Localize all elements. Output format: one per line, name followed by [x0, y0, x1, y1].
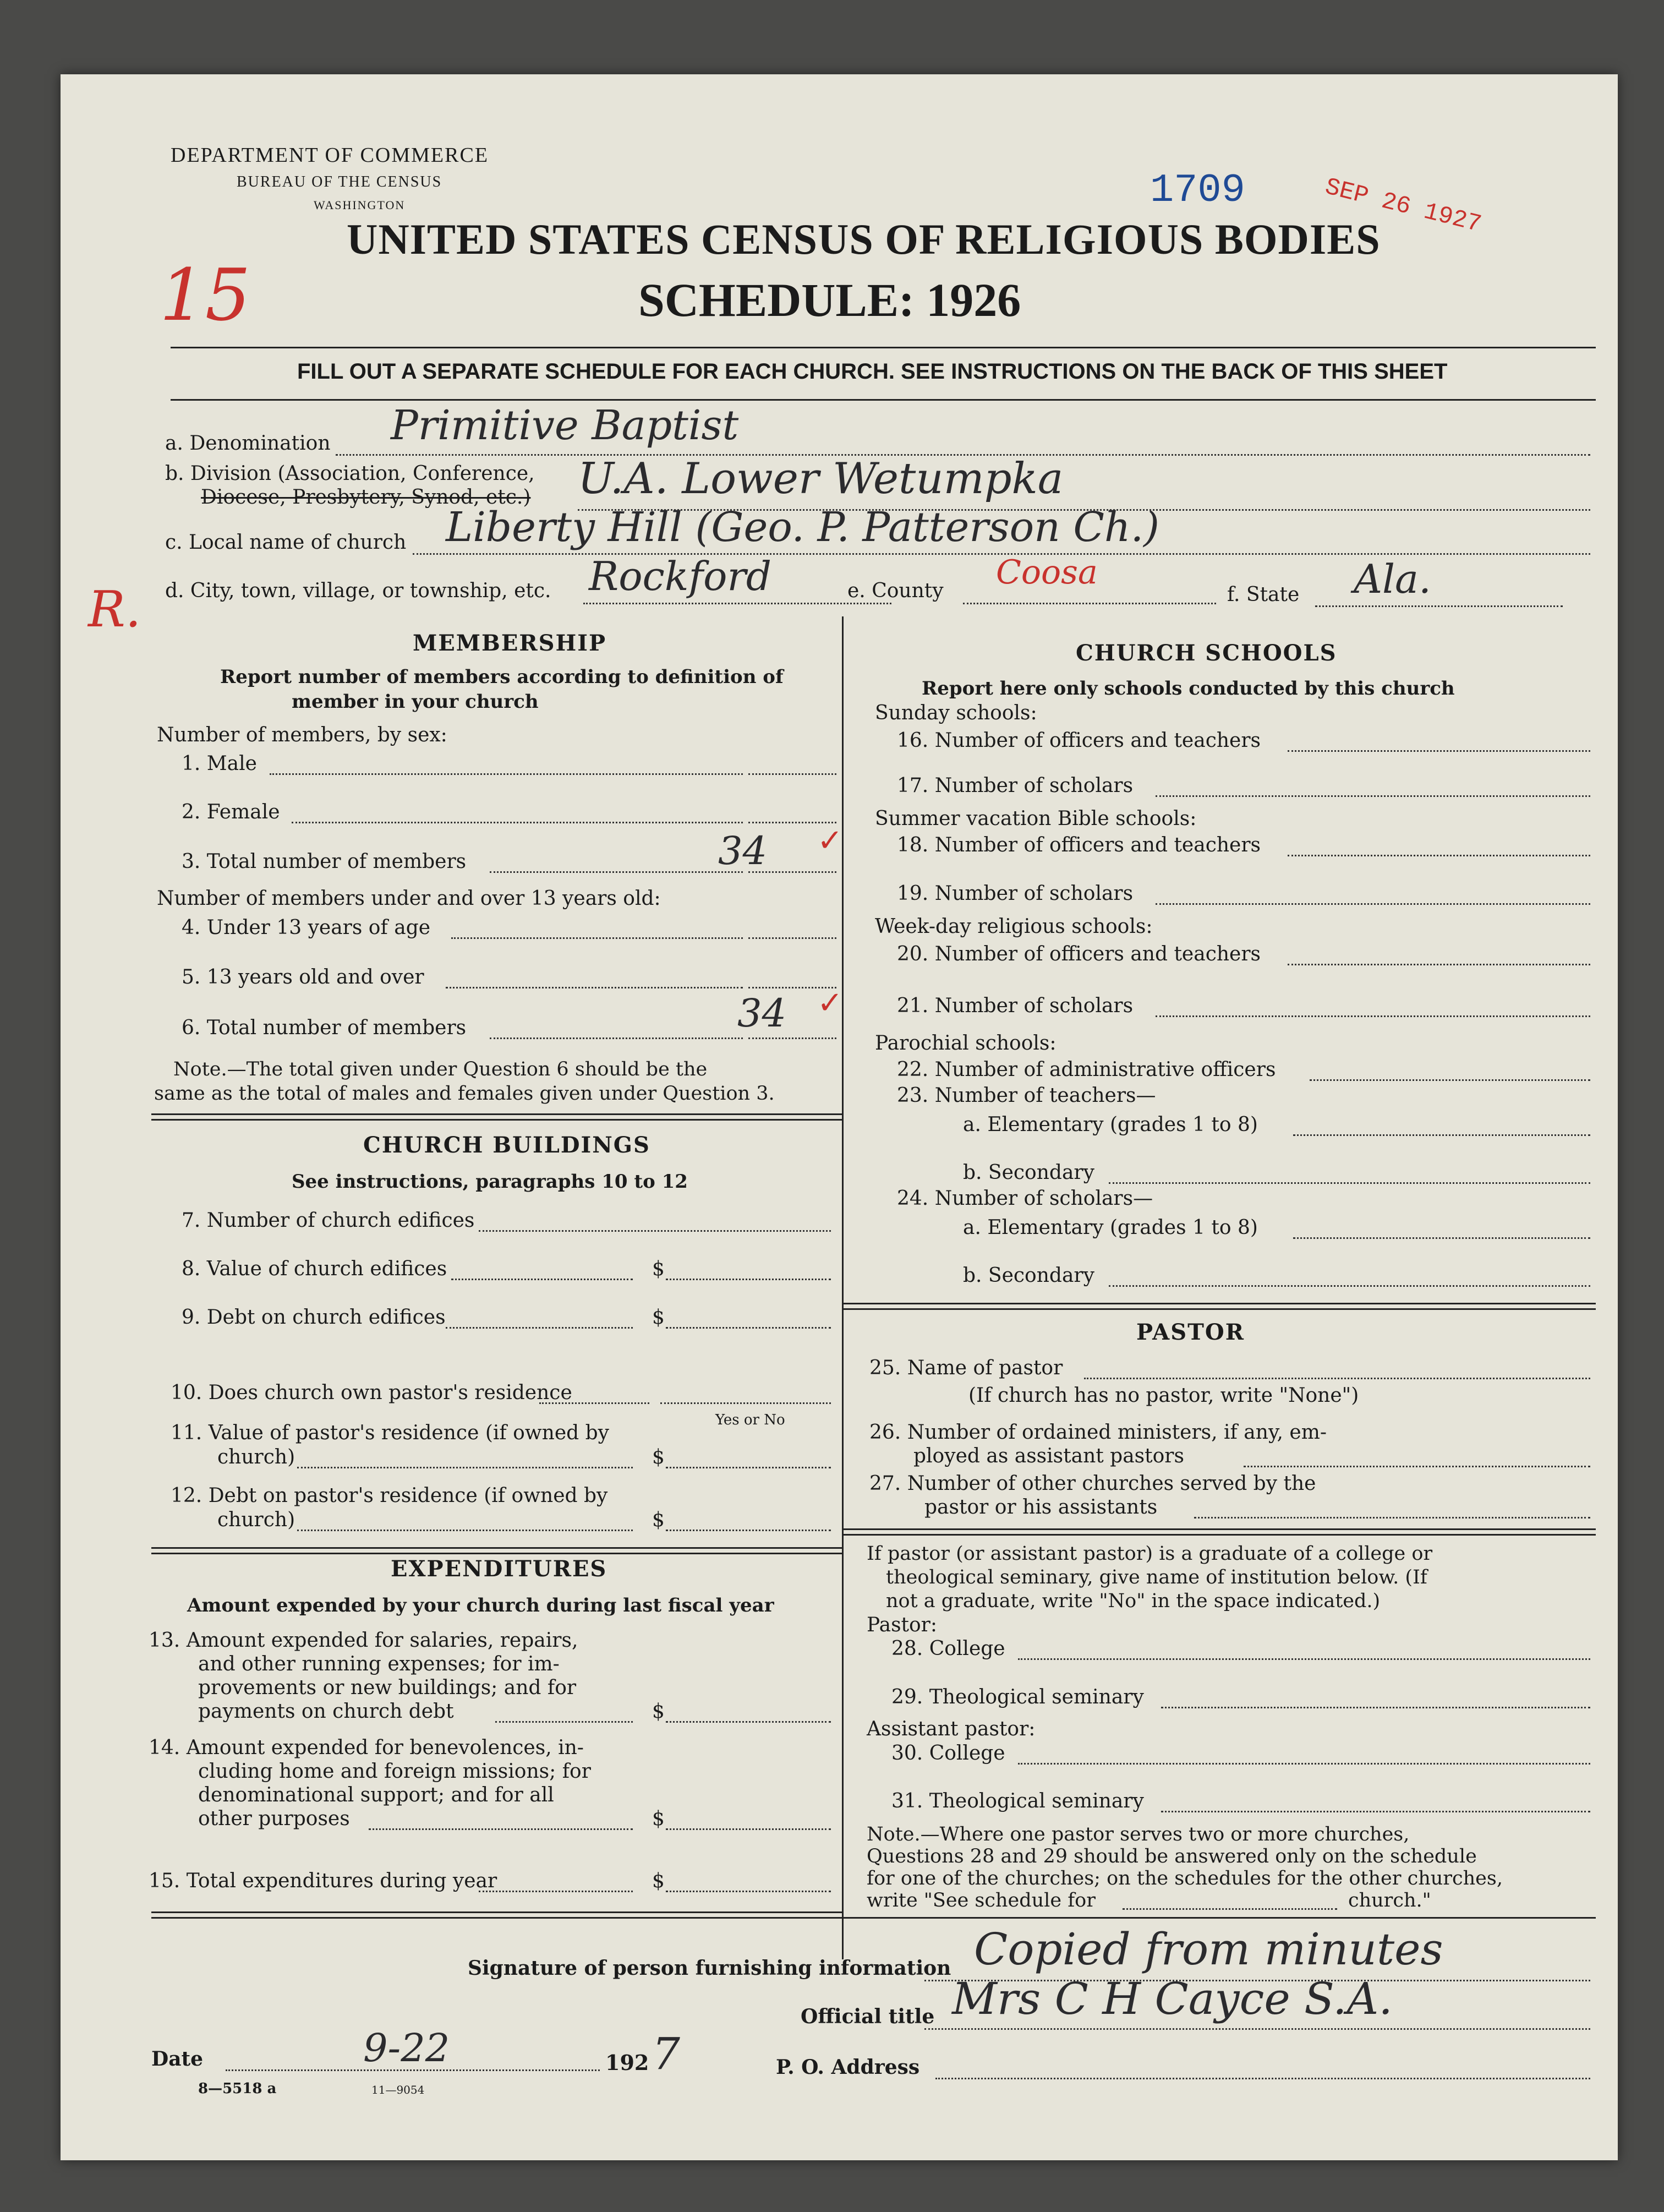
pastor-note-3: for one of the churches; on the schedules for the other churches,: [867, 1867, 1503, 1889]
q9-field[interactable]: [666, 1327, 831, 1329]
pastor-note-1: Note.—Where one pastor serves two or more churches,: [867, 1823, 1410, 1845]
division-label-1: b. Division (Association, Conference,: [165, 462, 535, 485]
q30-label: 30. College: [891, 1742, 1005, 1765]
q6-check-mark: ✓: [817, 985, 843, 1021]
form-title: UNITED STATES CENSUS OF RELIGIOUS BODIES: [347, 215, 1381, 263]
q11-field[interactable]: [666, 1467, 831, 1468]
q26-label-2: ployed as assistant pastors: [913, 1445, 1184, 1467]
q14-label-4: other purposes: [198, 1807, 350, 1830]
q14-dollar: $: [652, 1807, 665, 1830]
q23-label: 23. Number of teachers—: [897, 1084, 1156, 1107]
schools-title: CHURCH SCHOOLS: [1076, 640, 1337, 666]
q30-field[interactable]: [1018, 1763, 1590, 1765]
q11-label-1: 11. Value of pastor's residence (if owned by: [171, 1422, 610, 1444]
q3-total-value[interactable]: 34: [718, 828, 768, 873]
graduate-instruction-1: If pastor (or assistant pastor) is a graduate of a college or: [867, 1543, 1433, 1565]
q19-label: 19. Number of scholars: [897, 882, 1134, 905]
state-label: f. State: [1227, 583, 1300, 606]
q16-label: 16. Number of officers and teachers: [897, 729, 1261, 752]
q26-field[interactable]: [1244, 1466, 1590, 1467]
year-value[interactable]: 7: [652, 2028, 680, 2079]
q22-field[interactable]: [1310, 1079, 1590, 1081]
q20-label: 20. Number of officers and teachers: [897, 943, 1261, 965]
po-address-field[interactable]: [935, 2078, 1590, 2079]
city-value[interactable]: Rockford: [589, 553, 772, 599]
q26-label-1: 26. Number of ordained ministers, if any, em-: [869, 1421, 1327, 1444]
division-label-2: Diocese, Presbytery, Synod, etc.): [201, 486, 531, 509]
q24-label: 24. Number of scholars—: [897, 1187, 1153, 1210]
q15-dollar: $: [652, 1870, 665, 1892]
membership-note-1: Note.—The total given under Question 6 should be the: [173, 1058, 708, 1080]
q10-label: 10. Does church own pastor's residence: [171, 1381, 572, 1404]
q7-field[interactable]: [479, 1230, 831, 1232]
city-label: d. City, town, village, or township, etc.: [165, 580, 551, 602]
q9-dollar: $: [652, 1306, 665, 1329]
yes-no-hint: Yes or No: [715, 1412, 785, 1428]
graduate-instruction-2: theological seminary, give name of institution below. (If: [886, 1566, 1427, 1588]
year-prefix: 192: [605, 2050, 649, 2075]
red-mark-r: R.: [88, 581, 141, 638]
q29-field[interactable]: [1161, 1707, 1590, 1708]
q13-label-1: 13. Amount expended for salaries, repairs,: [149, 1629, 578, 1652]
column-divider: [842, 616, 844, 1959]
denomination-value[interactable]: Primitive Baptist: [391, 402, 739, 449]
q19-field[interactable]: [1156, 903, 1590, 905]
red-mark-15: 15: [160, 253, 251, 337]
q23b-field[interactable]: [1109, 1182, 1590, 1184]
q23a-field[interactable]: [1293, 1134, 1590, 1136]
summer-schools-label: Summer vacation Bible schools:: [875, 807, 1197, 830]
q28-field[interactable]: [1018, 1658, 1590, 1660]
q25-field[interactable]: [1084, 1378, 1590, 1379]
q29-label: 29. Theological seminary: [891, 1686, 1144, 1708]
q7-label: 7. Number of church edifices: [182, 1209, 475, 1232]
q3-total-label: 3. Total number of members: [182, 850, 467, 873]
schedule-title: SCHEDULE: 1926: [638, 274, 1021, 326]
q16-field[interactable]: [1288, 750, 1590, 752]
signature-value[interactable]: Copied from minutes: [974, 1924, 1443, 1975]
parochial-schools-label: Parochial schools:: [875, 1032, 1057, 1055]
membership-intro-1: Report number of members according to definition of: [220, 666, 784, 688]
q13-label-3: provements or new buildings; and for: [198, 1676, 577, 1699]
city-line: WASHINGTON: [314, 198, 406, 212]
q24b-field[interactable]: [1109, 1285, 1590, 1287]
q3-check-mark: ✓: [817, 823, 843, 859]
date-value[interactable]: 9-22: [363, 2025, 450, 2071]
instruction-rule: [171, 399, 1596, 401]
q13-dollar: $: [652, 1700, 665, 1723]
denomination-label: a. Denomination: [165, 432, 331, 455]
q14-field[interactable]: [666, 1828, 831, 1830]
q24b-label: b. Secondary: [963, 1264, 1094, 1287]
local-name-label: c. Local name of church: [165, 531, 407, 554]
department-line: DEPARTMENT OF COMMERCE: [171, 144, 489, 167]
q6-total-label: 6. Total number of members: [182, 1017, 467, 1039]
q11-dollar: $: [652, 1446, 665, 1468]
q8-dollar: $: [652, 1258, 665, 1280]
expenditures-title: EXPENDITURES: [391, 1556, 607, 1582]
graduate-instruction-3: not a graduate, write "No" in the space indicated.): [886, 1590, 1381, 1612]
q18-label: 18. Number of officers and teachers: [897, 834, 1261, 856]
q12-label-2: church): [217, 1509, 295, 1531]
q5-over13-label: 5. 13 years old and over: [182, 966, 424, 988]
census-schedule-sheet: [61, 74, 1618, 2160]
q17-label: 17. Number of scholars: [897, 774, 1134, 797]
q14-label-2: cluding home and foreign missions; for: [198, 1760, 591, 1783]
buildings-subtitle: See instructions, paragraphs 10 to 12: [292, 1171, 688, 1193]
membership-intro-2: member in your church: [292, 691, 539, 713]
stamp-number: 1709: [1150, 168, 1245, 213]
pastor-note-2: Questions 28 and 29 should be answered only on the schedule: [867, 1845, 1477, 1867]
q1-male-label: 1. Male: [182, 752, 257, 775]
q13-field[interactable]: [666, 1721, 831, 1723]
pastor-note-4: write "See schedule for: [867, 1889, 1096, 1911]
buildings-title: CHURCH BUILDINGS: [363, 1132, 650, 1158]
state-value[interactable]: Ala.: [1354, 556, 1431, 602]
division-value[interactable]: U.A. Lower Wetumpka: [578, 454, 1064, 504]
q12-label-1: 12. Debt on pastor's residence (if owned by: [171, 1484, 608, 1507]
q4-under13-label: 4. Under 13 years of age: [182, 916, 431, 939]
q13-label-2: and other running expenses; for im-: [198, 1653, 560, 1675]
sunday-schools-label: Sunday schools:: [875, 702, 1037, 724]
q15-label: 15. Total expenditures during year: [149, 1870, 497, 1892]
q4-under13-field[interactable]: [748, 937, 836, 939]
instruction-line: FILL OUT A SEPARATE SCHEDULE FOR EACH CHURCH. SEE INSTRUCTIONS ON THE BACK OF THIS SHEET: [297, 359, 1448, 384]
q11-label-2: church): [217, 1446, 295, 1468]
q10-field[interactable]: [660, 1402, 831, 1404]
q14-label-3: denominational support; and for all: [198, 1784, 554, 1806]
top-rule: [171, 347, 1596, 348]
pastor-title: PASTOR: [1136, 1319, 1245, 1345]
q21-field[interactable]: [1156, 1015, 1590, 1017]
q31-field[interactable]: [1161, 1811, 1590, 1812]
q25-hint: (If church has no pastor, write "None"): [968, 1384, 1359, 1407]
q22-label: 22. Number of administrative officers: [897, 1058, 1276, 1081]
q28-label: 28. College: [891, 1637, 1005, 1660]
assistant-pastor-subhead: Assistant pastor:: [867, 1718, 1036, 1740]
q12-field[interactable]: [666, 1530, 831, 1531]
pastor-subhead: Pastor:: [867, 1614, 938, 1636]
q24a-field[interactable]: [1293, 1237, 1590, 1239]
q21-label: 21. Number of scholars: [897, 995, 1134, 1017]
q27-label-2: pastor or his assistants: [924, 1496, 1158, 1519]
see-schedule-field[interactable]: [1123, 1908, 1337, 1910]
membership-title: MEMBERSHIP: [413, 630, 607, 656]
received-date-stamp: SEP 26 1927: [1322, 173, 1484, 239]
print-number: 11—9054: [371, 2083, 425, 2096]
q20-field[interactable]: [1288, 964, 1590, 965]
county-label: e. County: [847, 580, 944, 602]
po-address-label: P. O. Address: [776, 2056, 920, 2079]
membership-note-2: same as the total of males and females given under Question 3.: [154, 1083, 775, 1105]
county-value[interactable]: Coosa: [996, 553, 1098, 592]
q2-female-label: 2. Female: [182, 801, 280, 823]
q12-dollar: $: [652, 1509, 665, 1531]
form-number: 8—5518 a: [198, 2080, 277, 2097]
q31-label: 31. Theological seminary: [891, 1790, 1144, 1812]
q6-total-value[interactable]: 34: [737, 991, 787, 1036]
members-by-sex-label: Number of members, by sex:: [157, 724, 447, 746]
q24a-label: a. Elementary (grades 1 to 8): [963, 1216, 1258, 1239]
signature-label: Signature of person furnishing information: [468, 1957, 951, 1980]
local-name-value[interactable]: Liberty Hill (Geo. P. Patterson Ch.): [446, 504, 1159, 551]
schools-subtitle: Report here only schools conducted by this church: [922, 678, 1455, 700]
pastor-note-5: church.": [1348, 1889, 1431, 1911]
q23a-label: a. Elementary (grades 1 to 8): [963, 1113, 1258, 1136]
bureau-line: BUREAU OF THE CENSUS: [237, 173, 442, 190]
date-label: Date: [151, 2047, 204, 2071]
weekday-schools-label: Week-day religious schools:: [875, 915, 1153, 938]
q15-field[interactable]: [666, 1891, 831, 1892]
q8-label: 8. Value of church edifices: [182, 1258, 447, 1280]
q18-field[interactable]: [1288, 855, 1590, 856]
q17-field[interactable]: [1156, 795, 1590, 797]
official-title-label: Official title: [801, 2005, 935, 2028]
q8-field[interactable]: [666, 1279, 831, 1280]
q14-label-1: 14. Amount expended for benevolences, in-: [149, 1736, 584, 1759]
q27-label-1: 27. Number of other churches served by the: [869, 1472, 1316, 1495]
q27-field[interactable]: [1194, 1517, 1590, 1519]
q13-label-4: payments on church debt: [198, 1700, 454, 1723]
q23b-label: b. Secondary: [963, 1161, 1094, 1184]
q9-label: 9. Debt on church edifices: [182, 1306, 446, 1329]
q25-label: 25. Name of pastor: [869, 1357, 1063, 1379]
expenditures-subtitle: Amount expended by your church during last fiscal year: [187, 1594, 774, 1616]
members-by-age-label: Number of members under and over 13 years old:: [157, 887, 661, 910]
q1-male-field[interactable]: [748, 773, 836, 775]
official-title-value[interactable]: Mrs C H Cayce S.A.: [952, 1973, 1393, 2024]
